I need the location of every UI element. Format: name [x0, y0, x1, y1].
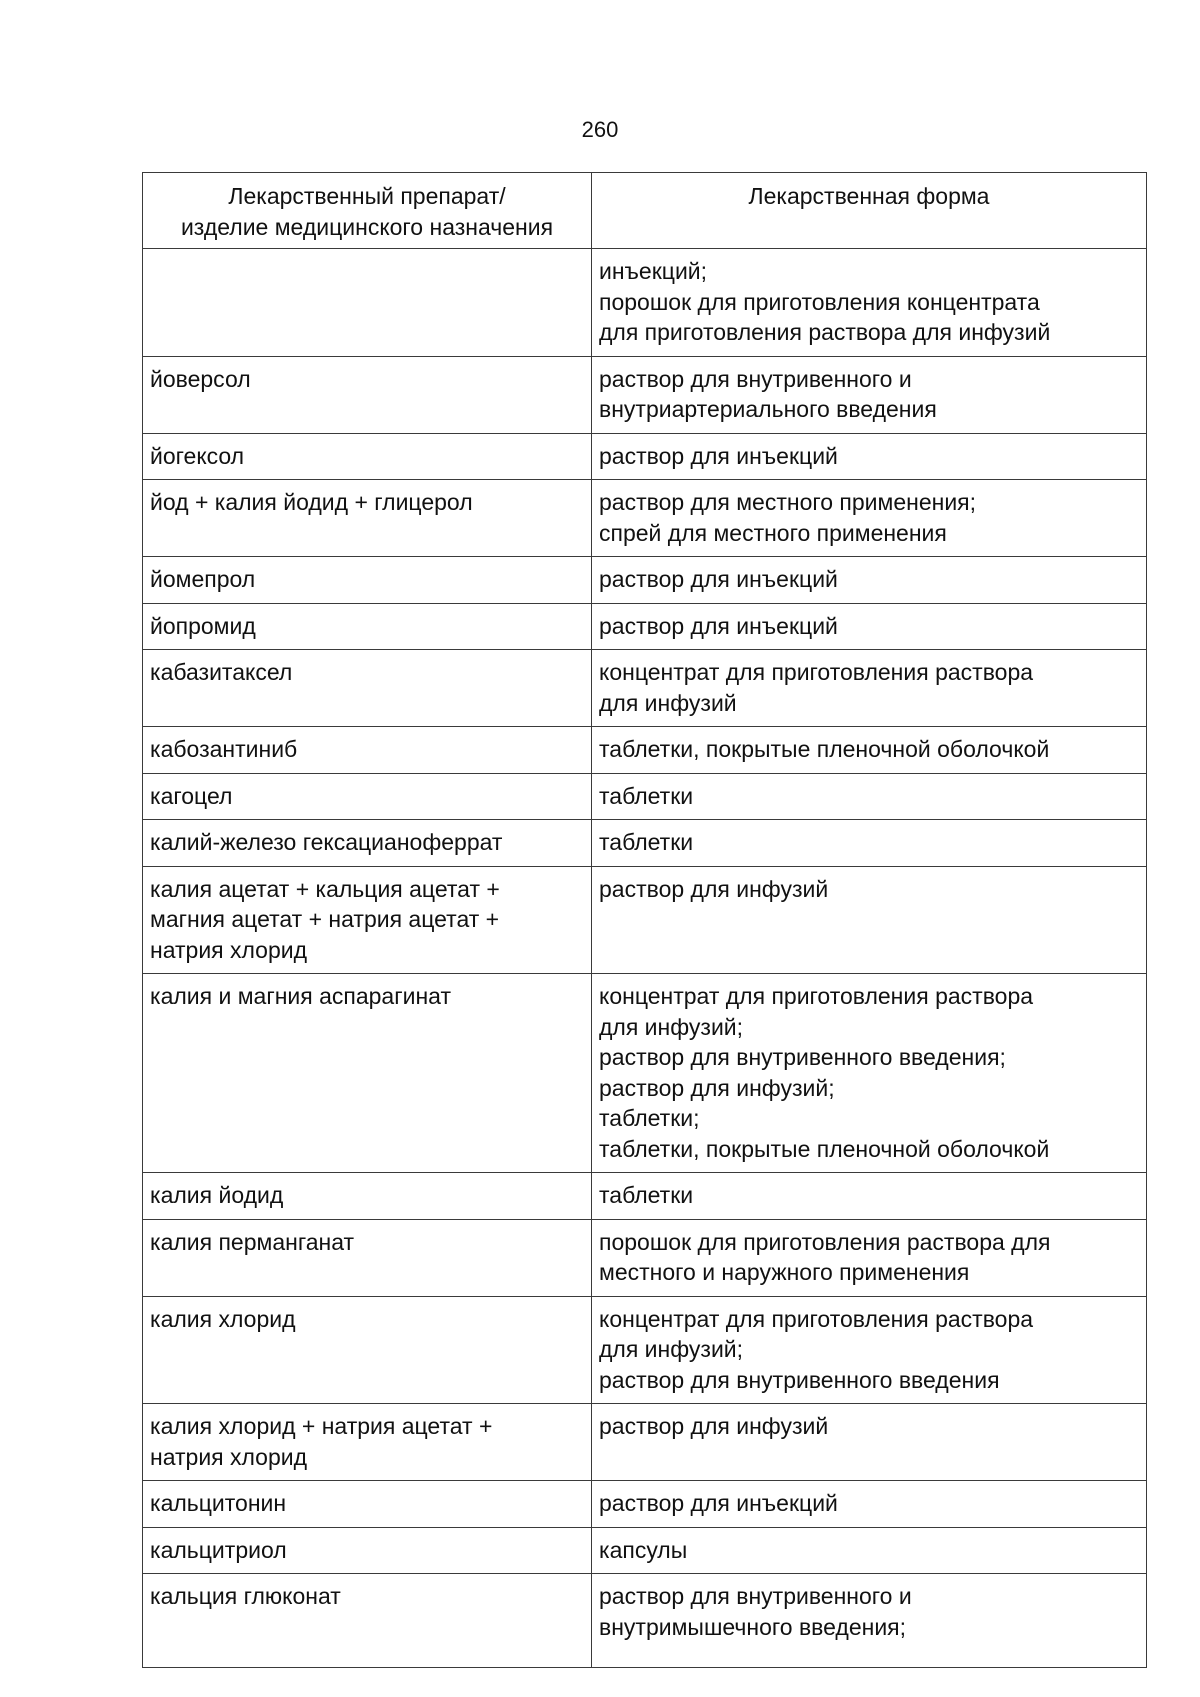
- drug-name-cell: [143, 356, 592, 433]
- drug-name-cell: [143, 727, 592, 774]
- drug-name-line: кальцитонин: [150, 1490, 287, 1516]
- table-row: [143, 1574, 1147, 1668]
- table-row: [143, 480, 1147, 557]
- drug-name-cell: [143, 480, 592, 557]
- dosage-form-line: раствор для инъекций: [599, 566, 838, 592]
- drug-name-line: натрия хлорид: [150, 1443, 308, 1470]
- drug-name-line: йоверсол: [150, 365, 251, 392]
- dosage-form-cell: [592, 557, 1147, 604]
- drug-name-line: калия йодид: [150, 1182, 284, 1208]
- table-row: [143, 773, 1147, 820]
- dosage-form-line: концентрат для приготовления раствора: [599, 1305, 1034, 1332]
- table-row: [143, 1219, 1147, 1296]
- dosage-form-line: раствор для инъекций: [599, 1490, 838, 1516]
- dosage-form-line: таблетки, покрытые пленочной оболочкой: [599, 736, 1050, 762]
- table-row: [143, 650, 1147, 727]
- dosage-form-line: таблетки: [599, 782, 694, 809]
- dosage-form-line: внутриартериального введения: [599, 396, 937, 422]
- dosage-form-cell: [592, 480, 1147, 557]
- drug-name-cell: [143, 603, 592, 650]
- dosage-form-cell: [592, 1404, 1147, 1481]
- drug-name-cell: [143, 1173, 592, 1220]
- drug-name-line: натрия хлорид: [150, 936, 308, 963]
- drug-name-line: магния ацетат + натрия ацетат +: [150, 906, 500, 932]
- drug-name-line: калия хлорид: [150, 1305, 296, 1332]
- dosage-form-line: таблетки;: [599, 1105, 700, 1131]
- drug-name-cell: [143, 249, 592, 357]
- dosage-form-cell: [592, 433, 1147, 480]
- header-drug: [143, 173, 592, 249]
- drug-name-cell: [143, 866, 592, 974]
- dosage-form-cell: [592, 249, 1147, 357]
- dosage-form-line: концентрат для приготовления раствора: [599, 983, 1034, 1009]
- drug-name-line: йод + калия йодид + глицерол: [150, 489, 473, 515]
- dosage-form-line: порошок для приготовления раствора для: [599, 1228, 1051, 1255]
- table-row: [143, 1296, 1147, 1404]
- header-form-line: Лекарственная форма: [748, 183, 990, 209]
- dosage-form-cell: [592, 650, 1147, 727]
- table-row: [143, 557, 1147, 604]
- dosage-form-cell: [592, 974, 1147, 1173]
- drug-name-line: кальцитриол: [150, 1536, 287, 1563]
- dosage-form-cell: [592, 1173, 1147, 1220]
- dosage-form-line: внутримышечного введения;: [599, 1613, 907, 1640]
- drug-name-cell: [143, 974, 592, 1173]
- drug-name-line: калия перманганат: [150, 1228, 355, 1255]
- dosage-form-cell: [592, 1527, 1147, 1574]
- dosage-form-line: для инфузий;: [599, 1336, 744, 1362]
- dosage-form-line: раствор для внутривенного введения: [599, 1366, 1000, 1393]
- drug-name-line: кальция глюконат: [150, 1583, 341, 1609]
- table-row: [143, 1527, 1147, 1574]
- dosage-form-cell: [592, 1574, 1147, 1668]
- drug-name-line: кабозантиниб: [150, 736, 298, 762]
- table-row: [143, 1173, 1147, 1220]
- dosage-form-line: таблетки: [599, 829, 694, 855]
- dosage-form-line: раствор для инфузий: [599, 1413, 829, 1439]
- drug-name-cell: [143, 1481, 592, 1528]
- dosage-form-cell: [592, 356, 1147, 433]
- table-row: [143, 1404, 1147, 1481]
- drug-name-cell: [143, 557, 592, 604]
- dosage-form-cell: [592, 820, 1147, 867]
- dosage-form-line: раствор для инфузий;: [599, 1074, 835, 1101]
- dosage-form-line: раствор для внутривенного введения;: [599, 1044, 1006, 1070]
- dosage-form-line: порошок для приготовления концентрата: [599, 288, 1040, 315]
- dosage-form-line: раствор для инфузий: [599, 875, 829, 902]
- dosage-form-cell: [592, 773, 1147, 820]
- table-row: [143, 249, 1147, 357]
- dosage-form-line: таблетки, покрытые пленочной оболочкой: [599, 1135, 1050, 1162]
- dosage-form-cell: [592, 866, 1147, 974]
- table-body: [143, 249, 1147, 1668]
- drug-form-table: [142, 172, 1147, 1668]
- drug-name-line: йогексол: [150, 442, 245, 469]
- dosage-form-line: для инфузий: [599, 689, 737, 716]
- dosage-form-line: спрей для местного применения: [599, 519, 947, 546]
- drug-name-cell: [143, 433, 592, 480]
- drug-name-line: кагоцел: [150, 782, 233, 809]
- drug-name-cell: [143, 650, 592, 727]
- dosage-form-line: таблетки: [599, 1182, 694, 1208]
- drug-name-cell: [143, 1404, 592, 1481]
- dosage-form-line: раствор для внутривенного и: [599, 365, 912, 392]
- drug-name-cell: [143, 1574, 592, 1668]
- dosage-form-cell: [592, 603, 1147, 650]
- dosage-form-line: местного и наружного применения: [599, 1259, 970, 1285]
- page-number: 260: [581, 117, 619, 142]
- table-row: [143, 974, 1147, 1173]
- drug-name-cell: [143, 1527, 592, 1574]
- table-row: [143, 727, 1147, 774]
- header-drug-line: изделие медицинского назначения: [180, 213, 554, 240]
- drug-name-line: калия хлорид + натрия ацетат +: [150, 1413, 493, 1439]
- dosage-form-line: капсулы: [599, 1536, 688, 1563]
- table-row: [143, 603, 1147, 650]
- dosage-form-line: раствор для инъекций: [599, 612, 838, 639]
- drug-name-cell: [143, 1219, 592, 1296]
- drug-name-line: йомепрол: [150, 566, 256, 592]
- drug-name-cell: [143, 773, 592, 820]
- drug-name-line: калия ацетат + кальция ацетат +: [150, 875, 500, 902]
- drug-name-line: калия и магния аспарагинат: [150, 983, 451, 1009]
- dosage-form-cell: [592, 1481, 1147, 1528]
- table-row: [143, 433, 1147, 480]
- dosage-form-line: раствор для инъекций: [599, 442, 838, 469]
- table-row: [143, 1481, 1147, 1528]
- header-drug-line: Лекарственный препарат/: [228, 183, 506, 209]
- dosage-form-cell: [592, 1296, 1147, 1404]
- table-row: [143, 820, 1147, 867]
- dosage-form-line: инъекций;: [599, 258, 708, 284]
- table-header-row: [143, 173, 1147, 249]
- dosage-form-cell: [592, 1219, 1147, 1296]
- table-row: [143, 356, 1147, 433]
- dosage-form-line: для приготовления раствора для инфузий: [599, 319, 1051, 345]
- drug-name-cell: [143, 1296, 592, 1404]
- drug-name-cell: [143, 820, 592, 867]
- drug-name-line: йопромид: [150, 612, 256, 639]
- dosage-form-line: концентрат для приготовления раствора: [599, 659, 1034, 685]
- drug-name-line: калий-железо гексацианоферрат: [150, 829, 503, 855]
- dosage-form-line: раствор для внутривенного и: [599, 1583, 912, 1609]
- drug-name-line: кабазитаксел: [150, 659, 293, 685]
- dosage-form-line: раствор для местного применения;: [599, 489, 977, 515]
- table-row: [143, 866, 1147, 974]
- header-form: [592, 173, 1147, 249]
- dosage-form-cell: [592, 727, 1147, 774]
- dosage-form-line: для инфузий;: [599, 1013, 744, 1040]
